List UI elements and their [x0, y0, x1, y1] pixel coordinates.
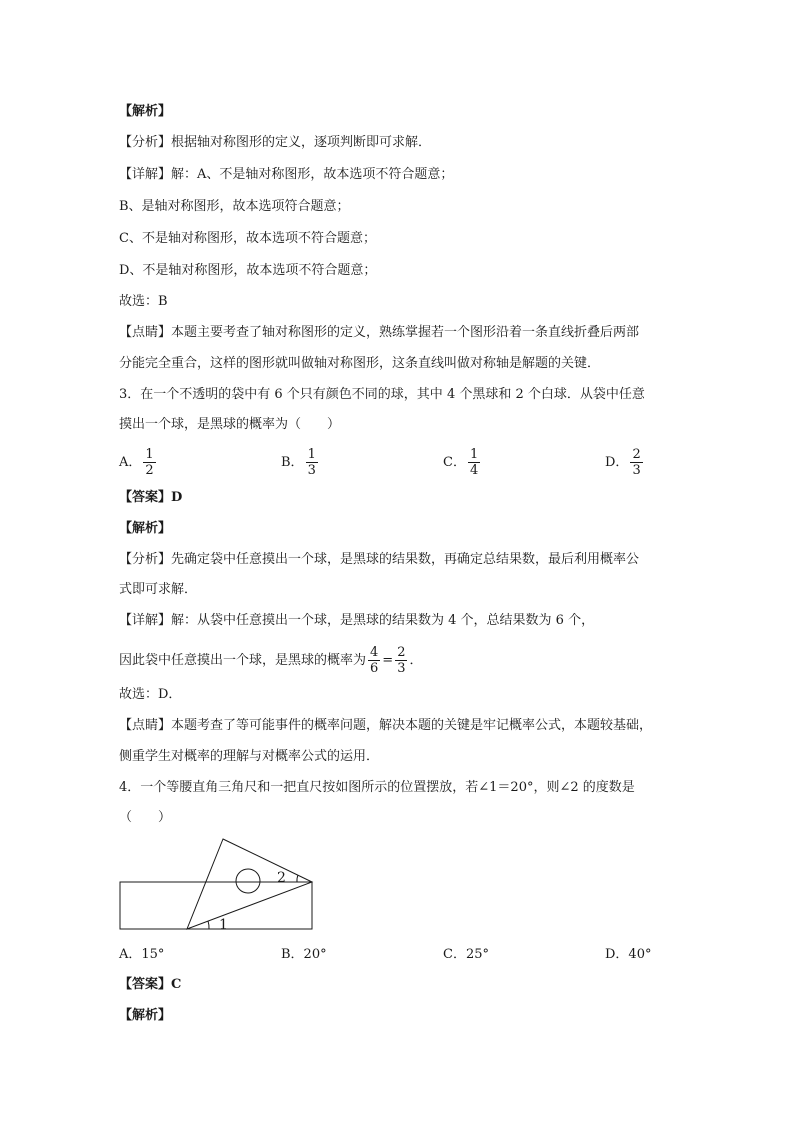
detail-line: D、不是轴对称图形，故本选项不符合题意；	[119, 263, 377, 278]
angle-1-arc	[208, 921, 209, 929]
q3-option-d: D． $\frac{2}{3}$	[605, 447, 641, 478]
question-3-text: 摸出一个球，是黑球的概率为（ ）	[119, 417, 341, 432]
q4-option-b: B．20°	[281, 947, 327, 962]
angle-2-arc	[297, 875, 298, 882]
detail-line-probability: 因此袋中任意摸出一个球，是黑球的概率为 $\frac{4}{6}$ = $\frac{2}{3}$ ．	[119, 645, 423, 676]
set-square-hole	[236, 869, 260, 893]
question-3-text: 3．在一个不透明的袋中有 6 个只有颜色不同的球，其中 4 个黑球和 2 个白球．从袋中任意	[119, 387, 645, 402]
ruler	[120, 882, 312, 929]
detail-line: 【详解】解：A、不是轴对称图形，故本选项不符合题意；	[119, 167, 454, 182]
section-header-analysis: 【解析】	[119, 1008, 172, 1023]
question-4-text: （ ）	[119, 810, 172, 825]
fraction: $\frac{1}{3}$	[307, 447, 316, 478]
answer-line: 【答案】D	[119, 490, 183, 505]
q3-option-b: B． $\frac{1}{3}$	[281, 447, 316, 478]
fraction: $\frac{2}{3}$	[397, 645, 406, 676]
detail-line: C、不是轴对称图形，故本选项不符合题意；	[119, 231, 376, 246]
comment-line: 侧重学生对概率的理解与对概率公式的运用．	[119, 749, 380, 764]
angle-1-label: 1	[219, 917, 228, 933]
set-square	[187, 839, 312, 929]
q4-option-c: C．25°	[443, 947, 489, 962]
answer-line: 【答案】C	[119, 977, 182, 992]
comment-line: 分能完全重合，这样的图形就叫做轴对称图形，这条直线叫做对称轴是解题的关键．	[119, 356, 601, 371]
section-header-analysis: 【解析】	[119, 104, 172, 119]
q4-option-a: A．15°	[119, 947, 165, 962]
comment-line: 【点睛】本题主要考查了轴对称图形的定义，熟练掌握若一个图形沿着一条直线折叠后两部	[119, 325, 640, 340]
q4-option-d: D．40°	[605, 947, 652, 962]
section-header-analysis: 【解析】	[119, 521, 172, 536]
question-4-text: 4．一个等腰直角三角尺和一把直尺按如图所示的位置摆放，若∠1＝20°，则∠2 的度数是	[119, 780, 635, 795]
angle-2-label: 2	[277, 870, 286, 886]
choice-line: 故选：B	[119, 294, 168, 309]
fraction: $\frac{1}{4}$	[469, 447, 479, 478]
analysis-line: 式即可求解．	[119, 582, 198, 597]
detail-line: 【详解】解：从袋中任意摸出一个球，是黑球的结果数为 4 个，总结果数为 6 个，	[119, 613, 595, 628]
detail-line: B、是轴对称图形，故本选项符合题意；	[119, 199, 350, 214]
choice-line: 故选：D．	[119, 687, 182, 702]
q3-option-a: A． $\frac{1}{2}$	[119, 447, 154, 478]
fraction: $\frac{1}{2}$	[145, 447, 154, 478]
ruler-triangle-figure	[115, 835, 320, 935]
q3-option-c: C． $\frac{1}{4}$	[443, 447, 479, 478]
fraction: $\frac{4}{6}$	[370, 645, 379, 676]
analysis-line: 【分析】先确定袋中任意摸出一个球，是黑球的结果数，再确定总结果数，最后利用概率公	[119, 552, 640, 567]
fraction: $\frac{2}{3}$	[632, 447, 641, 478]
comment-line: 【点睛】本题考查了等可能事件的概率问题，解决本题的关键是牢记概率公式，本题较基础，	[119, 718, 653, 733]
analysis-line: 【分析】根据轴对称图形的定义，逐项判断即可求解．	[119, 135, 432, 150]
